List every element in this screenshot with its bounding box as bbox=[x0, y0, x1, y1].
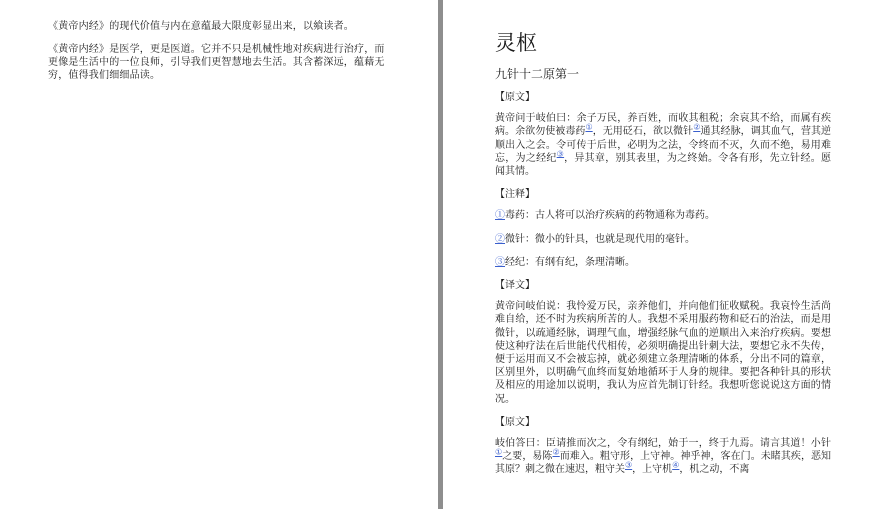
note-link-2[interactable]: ② bbox=[495, 233, 505, 245]
chapter-title: 九针十二原第一 bbox=[495, 67, 580, 81]
footnote-ref-1[interactable]: ① bbox=[495, 447, 503, 457]
note-text-2: 微针：微小的针具，也就是现代用的毫针。 bbox=[505, 233, 695, 245]
right-page-text bbox=[495, 30, 831, 487]
original-2-part-3: 而难入。粗守形，上守神。神乎神，客在门。未睹其疾，恶知其原？刺之微在速迟，粗守关 bbox=[495, 451, 832, 476]
note-item bbox=[495, 256, 831, 269]
original-2-part-4: ，上守机 bbox=[632, 464, 673, 476]
section-original-heading: 【原文】 bbox=[495, 92, 535, 103]
note-link-3[interactable]: ③ bbox=[495, 256, 505, 268]
right-page bbox=[443, 0, 883, 509]
footnote-ref-4[interactable]: ④ bbox=[672, 461, 680, 471]
section-translation-heading: 【译文】 bbox=[495, 280, 535, 292]
footnote-ref-1[interactable]: ① bbox=[585, 123, 593, 133]
note-item bbox=[495, 233, 831, 246]
footnote-ref-2[interactable]: ② bbox=[552, 447, 560, 457]
original-text-1 bbox=[495, 112, 831, 178]
note-text-1: 毒药：古人将可以治疗疾病的药物通称为毒药。 bbox=[505, 210, 715, 222]
original-2-part-5: ，机之动，不离 bbox=[679, 464, 750, 476]
translation-text: 黄帝问岐伯说：我怜爱万民，亲养他们，并向他们征收赋税。我哀怜生活尚难自给，还不时为疾病所苦的人。我想不采用服药物和砭石的治法，而是用微针，以疏通经脉，调理气血，增强经脉气血的逆顺出入来治疗疾病。要想使这种疗法在后世能代代相传，必须明确提出针刺大法，要想它永不失传，便于运用而又不会被忘掉，就必须建立条理清晰的体系，分出不同的篇章，区别里外，以明确气血终而复始地循环于人身的规律。要把各种针具的形状及相应的用途加以说明，我认为应首先制订针经。我想听您说说这方面的情况。 bbox=[495, 301, 831, 405]
original-2-part-2: 之要，易陈 bbox=[502, 451, 553, 463]
footnote-ref-2[interactable]: ② bbox=[693, 123, 701, 133]
section-original-heading-2: 【原文】 bbox=[495, 416, 535, 428]
left-page bbox=[0, 0, 438, 509]
note-text-3: 经纪：有纲有纪，条理清晰。 bbox=[505, 256, 635, 268]
original-text-2 bbox=[495, 437, 831, 477]
footnote-ref-3[interactable]: ③ bbox=[625, 461, 633, 471]
original-1-part-2: ，无用砭石，欲以微针 bbox=[592, 126, 694, 138]
section-notes-heading: 【注释】 bbox=[495, 189, 535, 201]
original-1-part-4: ，异其章，别其表里，为之终始。令各有形，先立针经。愿闻其情。 bbox=[495, 152, 832, 178]
note-item bbox=[495, 209, 831, 222]
original-2-part-1: 岐伯答曰：臣请推而次之，令有纲纪，始于一，终于九焉。请言其道！小针 bbox=[495, 438, 831, 450]
footnote-ref-3[interactable]: ③ bbox=[556, 149, 565, 159]
left-page-text bbox=[48, 20, 388, 92]
book-title: 灵枢 bbox=[495, 31, 537, 55]
original-1-part-1: 黄帝问于岐伯曰：余子万民，养百姓，而收其租税；余哀其不给，而属有疾病。余欲勿使被毒药 bbox=[495, 113, 831, 138]
left-paragraph-2: 《黄帝内经》是医学，更是医道。它并不只是机械性地对疾病进行治疗，而更像是生活中的一位良师，引导我们更智慧地去生活。其含蓄深远，蕴藉无穷，值得我们细细品读。 bbox=[48, 44, 385, 81]
note-link-1[interactable]: ① bbox=[495, 210, 505, 222]
left-paragraph-1: 《黄帝内经》的现代价值与内在意蕴最大限度彰显出来，以飨读者。 bbox=[48, 21, 354, 32]
original-1-part-3: 通其经脉，调其血气，营其逆顺出入之会。令可传于后世，必明为之法，令终而不灭，久而不绝，易用难忘，为之经纪 bbox=[495, 126, 832, 164]
